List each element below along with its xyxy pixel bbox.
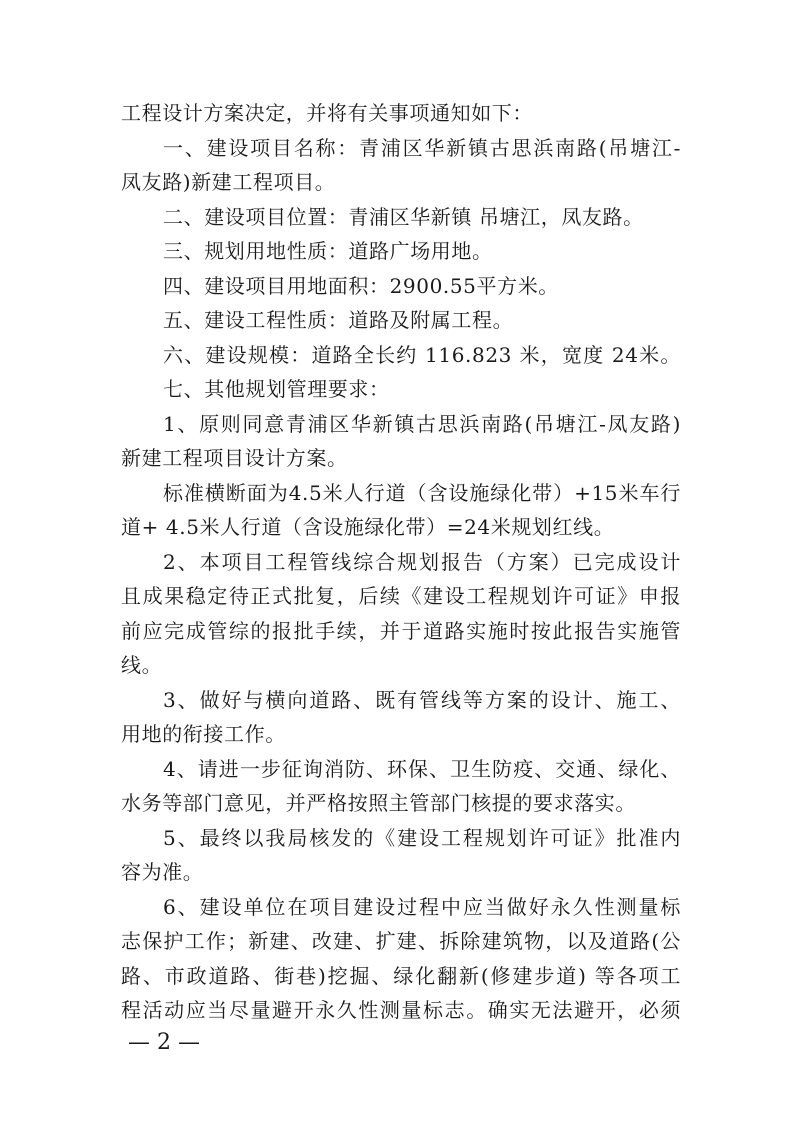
text-line: 志保护工作；新建、改建、扩建、拆除建筑物，以及道路(公 — [121, 929, 681, 953]
text-line: 3、做好与横向道路、既有管线等方案的设计、施工、 — [163, 687, 681, 712]
text-line: 路、市政道路、街巷)挖掘、绿化翻新(修建步道) 等各项工 — [121, 963, 681, 988]
text-line: 二、建设项目位置：青浦区华新镇 吊塘江，凤友路。 — [163, 204, 644, 229]
text-line: 水务等部门意见，并严格按照主管部门核提的要求落实。 — [121, 791, 636, 815]
text-line: 新建工程项目设计方案。 — [121, 446, 348, 470]
text-line: 6、建设单位在项目建设过程中应当做好永久性测量标 — [163, 894, 681, 919]
text-line: 前应完成管综的报批手续，并于道路实施时按此报告实施管 — [121, 618, 681, 643]
text-line: 三、规划用地性质：道路广场用地。 — [163, 239, 493, 263]
text-line: 七、其他规划管理要求： — [163, 377, 390, 401]
text-line: 容为准。 — [121, 860, 204, 884]
text-line: 六、建设规模：道路全长约 116.823 米，宽度 24米。 — [163, 342, 681, 367]
page-number: — 2 — — [128, 1030, 200, 1055]
text-line: 工程设计方案决定，并将有关事项通知如下： — [121, 101, 533, 125]
text-line: 线。 — [121, 653, 163, 677]
text-line: 1、原则同意青浦区华新镇古思浜南路(吊塘江-凤友路) — [163, 411, 681, 436]
text-line: 2、本项目工程管线综合规划报告（方案）已完成设计 — [163, 549, 681, 574]
document-body — [121, 96, 681, 1028]
text-line: 程活动应当尽量避开永久性测量标志。确实无法避开，必须 — [121, 998, 681, 1022]
text-line: 5、最终以我局核发的《建设工程规划许可证》批准内 — [163, 825, 681, 850]
text-line: 用地的衔接工作。 — [121, 722, 286, 746]
text-line: 道+ 4.5米人行道（含设施绿化带）=24米规划红线。 — [121, 515, 615, 539]
text-line: 4、请进一步征询消防、环保、卫生防疫、交通、绿化、 — [163, 756, 681, 781]
text-line: 一、建设项目名称：青浦区华新镇古思浜南路(吊塘江- — [163, 135, 681, 160]
text-line: 且成果稳定待正式批复，后续《建设工程规划许可证》申报 — [121, 584, 681, 608]
text-line: 凤友路)新建工程项目。 — [121, 170, 336, 194]
text-line: 五、建设工程性质：道路及附属工程。 — [163, 308, 514, 332]
text-line: 四、建设项目用地面积：2900.55平方米。 — [163, 273, 559, 298]
text-line: 标准横断面为4.5米人行道（含设施绿化带）+15米车行 — [163, 480, 681, 505]
